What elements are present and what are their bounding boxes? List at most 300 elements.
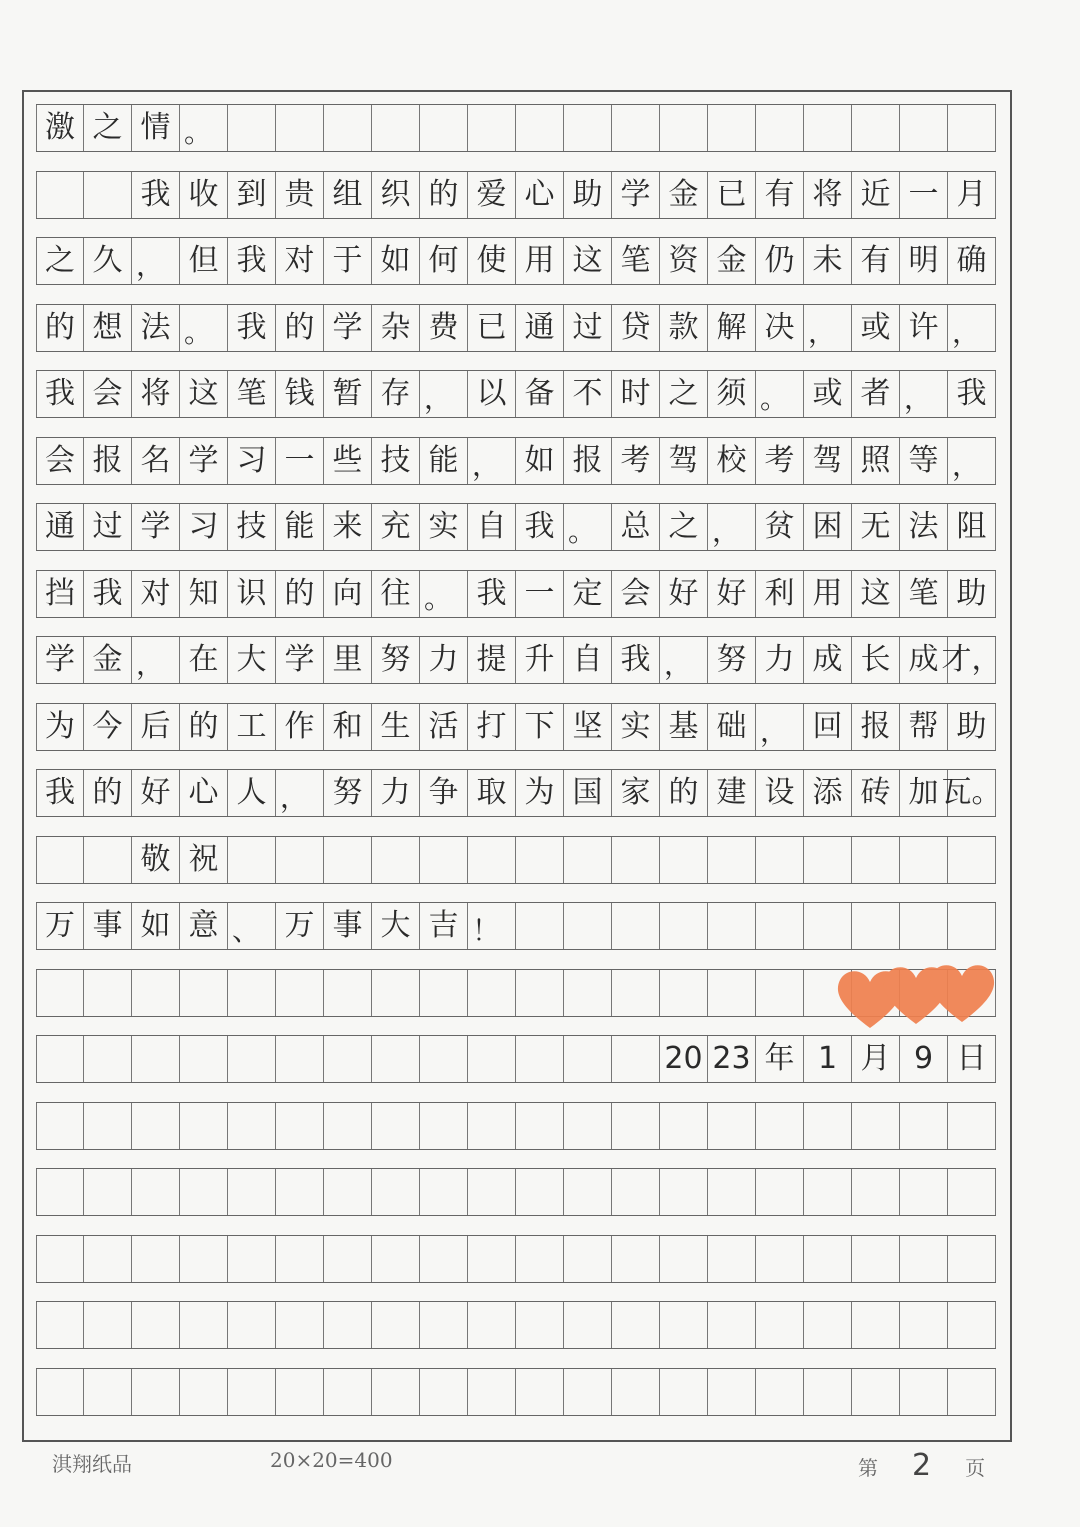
hearts-redaction-icon [830, 962, 1010, 1032]
grid-cell [276, 1169, 324, 1215]
grid-cell: 回 [804, 704, 852, 750]
grid-cell [180, 1369, 228, 1415]
grid-cell: 敬 [132, 837, 180, 883]
grid-cell: 长 [852, 637, 900, 683]
grid-cell [948, 903, 996, 949]
grid-cell: 许 [900, 305, 948, 351]
grid-row [36, 769, 1002, 817]
grid-cell: 对 [132, 571, 180, 617]
grid-cell: 学 [324, 305, 372, 351]
grid-cell [612, 1169, 660, 1215]
grid-cell: 暂 [324, 371, 372, 417]
grid-cell [372, 1369, 420, 1415]
grid-cell: 会 [36, 438, 84, 484]
grid-cell: 能 [420, 438, 468, 484]
grid-cell [756, 1369, 804, 1415]
grid-cell: 于 [324, 238, 372, 284]
grid-cell [420, 1169, 468, 1215]
grid-cell: 校 [708, 438, 756, 484]
grid-cell: 这 [180, 371, 228, 417]
grid-cell: 后 [132, 704, 180, 750]
grid-row [36, 636, 1002, 684]
grid-cell: 钱 [276, 371, 324, 417]
grid-cell: 贷 [612, 305, 660, 351]
grid-row [36, 104, 996, 152]
grid-cell [372, 1236, 420, 1282]
grid-cell: 定 [564, 571, 612, 617]
grid-cell [708, 1302, 756, 1348]
grid-cell: 大 [228, 637, 276, 683]
grid-cell [276, 1236, 324, 1282]
grid-cell [660, 1169, 708, 1215]
grid-cell: 瓦。 [948, 770, 996, 816]
grid-cell: 取 [468, 770, 516, 816]
grid-cell: 总 [612, 504, 660, 550]
grid-cell: 有 [852, 238, 900, 284]
grid-cell: 我 [516, 504, 564, 550]
grid-cell: 到 [228, 172, 276, 218]
grid-cell: 爱 [468, 172, 516, 218]
grid-cell: 9 [900, 1036, 948, 1082]
grid-cell [420, 1236, 468, 1282]
grid-cell: 之 [660, 371, 708, 417]
grid-cell [468, 837, 516, 883]
grid-cell: 法 [900, 504, 948, 550]
grid-cell: 1 [804, 1036, 852, 1082]
paper-brand: 淇翔纸品 [52, 1452, 132, 1476]
grid-cell [516, 1236, 564, 1282]
grid-cell: 设 [756, 770, 804, 816]
grid-cell: 事 [324, 903, 372, 949]
grid-cell: 。 [756, 371, 804, 417]
grid-cell [36, 1369, 84, 1415]
grid-cell: 久 [84, 238, 132, 284]
grid-cell [228, 1103, 276, 1149]
grid-cell: 助 [948, 704, 996, 750]
grid-cell: 生 [372, 704, 420, 750]
grid-cell [612, 837, 660, 883]
grid-cell: 何 [420, 238, 468, 284]
grid-cell [804, 837, 852, 883]
grid-cell: 明 [900, 238, 948, 284]
grid-cell [372, 837, 420, 883]
grid-cell [324, 970, 372, 1016]
grid-cell [276, 1369, 324, 1415]
grid-cell [660, 970, 708, 1016]
grid-cell: 建 [708, 770, 756, 816]
grid-cell [324, 1236, 372, 1282]
grid-cell [564, 1169, 612, 1215]
grid-cell: 但 [180, 238, 228, 284]
grid-cell [516, 903, 564, 949]
grid-cell: 自 [468, 504, 516, 550]
grid-cell [276, 1302, 324, 1348]
grid-cell: ！ [468, 903, 516, 949]
grid-cell: 仍 [756, 238, 804, 284]
grid-row [36, 1168, 996, 1216]
grid-row [36, 237, 996, 285]
grid-cell [708, 1369, 756, 1415]
grid-cell [84, 970, 132, 1016]
grid-cell: 激 [36, 105, 84, 151]
grid-cell: 人 [228, 770, 276, 816]
grid-cell: 我 [228, 238, 276, 284]
grid-cell: 笔 [228, 371, 276, 417]
grid-cell [36, 1103, 84, 1149]
grid-cell [84, 1236, 132, 1282]
grid-cell: 提 [468, 637, 516, 683]
grid-cell: ， [708, 504, 756, 550]
grid-cell: ， [948, 305, 996, 351]
grid-cell [612, 1236, 660, 1282]
grid-cell: 笔 [612, 238, 660, 284]
grid-cell [36, 1169, 84, 1215]
grid-cell [660, 903, 708, 949]
grid-cell: 技 [228, 504, 276, 550]
grid-row [36, 836, 996, 884]
grid-row [36, 1368, 996, 1416]
grid-cell [132, 1103, 180, 1149]
grid-cell: 一 [900, 172, 948, 218]
grid-cell [228, 105, 276, 151]
grid-cell: 来 [324, 504, 372, 550]
grid-cell [900, 105, 948, 151]
grid-cell: 努 [372, 637, 420, 683]
grid-cell [756, 970, 804, 1016]
grid-cell [372, 1036, 420, 1082]
grid-cell: 贵 [276, 172, 324, 218]
grid-cell: 些 [324, 438, 372, 484]
grid-cell [36, 1036, 84, 1082]
grid-cell: 意 [180, 903, 228, 949]
grid-cell [564, 1369, 612, 1415]
grid-cell [852, 1103, 900, 1149]
grid-cell: 者 [852, 371, 900, 417]
grid-cell [468, 1236, 516, 1282]
grid-cell [324, 1036, 372, 1082]
grid-cell: 的 [84, 770, 132, 816]
grid-cell: 如 [132, 903, 180, 949]
grid-cell: 好 [132, 770, 180, 816]
grid-cell: 。 [180, 305, 228, 351]
grid-cell: 通 [516, 305, 564, 351]
grid-cell: 成 [900, 637, 948, 683]
grid-count-label: 20×20=400 [270, 1448, 393, 1472]
grid-cell: 报 [84, 438, 132, 484]
grid-cell: 款 [660, 305, 708, 351]
grid-cell: ， [468, 438, 516, 484]
grid-cell: 好 [708, 571, 756, 617]
grid-cell: 报 [564, 438, 612, 484]
grid-cell: 这 [564, 238, 612, 284]
grid-cell: 我 [36, 371, 84, 417]
grid-cell [228, 1169, 276, 1215]
grid-cell [372, 105, 420, 151]
grid-cell [132, 1369, 180, 1415]
grid-cell [612, 1103, 660, 1149]
grid-cell: 须 [708, 371, 756, 417]
grid-cell [948, 1302, 996, 1348]
grid-cell [36, 970, 84, 1016]
grid-cell [612, 1036, 660, 1082]
grid-cell [516, 1369, 564, 1415]
grid-cell: 有 [756, 172, 804, 218]
grid-cell: 名 [132, 438, 180, 484]
grid-cell: 的 [660, 770, 708, 816]
grid-cell [468, 1302, 516, 1348]
grid-cell [564, 837, 612, 883]
grid-cell [324, 1103, 372, 1149]
grid-cell [660, 105, 708, 151]
grid-cell [804, 1369, 852, 1415]
grid-cell [756, 1169, 804, 1215]
grid-cell: 等 [900, 438, 948, 484]
grid-cell: ， [276, 770, 324, 816]
grid-cell [948, 105, 996, 151]
grid-cell: ， [756, 704, 804, 750]
grid-cell: 加 [900, 770, 948, 816]
grid-cell [900, 837, 948, 883]
grid-cell [420, 1036, 468, 1082]
grid-cell: 杂 [372, 305, 420, 351]
grid-cell [180, 1302, 228, 1348]
grid-cell [372, 1169, 420, 1215]
grid-cell: 习 [228, 438, 276, 484]
grid-cell: 这 [852, 571, 900, 617]
grid-cell: 考 [756, 438, 804, 484]
grid-cell [180, 1103, 228, 1149]
grid-cell: 下 [516, 704, 564, 750]
grid-cell: 用 [516, 238, 564, 284]
grid-cell: ， [948, 438, 996, 484]
grid-cell: 基 [660, 704, 708, 750]
grid-cell [900, 1103, 948, 1149]
grid-cell [900, 1302, 948, 1348]
grid-cell: 照 [852, 438, 900, 484]
grid-cell: 情 [132, 105, 180, 151]
grid-row [36, 703, 996, 751]
grid-cell: 自 [564, 637, 612, 683]
grid-cell [756, 837, 804, 883]
grid-cell: ， [900, 371, 948, 417]
grid-cell [324, 105, 372, 151]
grid-cell: 笔 [900, 571, 948, 617]
grid-cell [516, 1036, 564, 1082]
grid-cell [372, 1103, 420, 1149]
grid-row [36, 370, 996, 418]
grid-row [36, 902, 996, 950]
grid-cell: 活 [420, 704, 468, 750]
grid-cell [468, 1036, 516, 1082]
grid-cell [276, 837, 324, 883]
grid-cell: 我 [228, 305, 276, 351]
grid-cell [612, 105, 660, 151]
grid-cell: 学 [132, 504, 180, 550]
grid-cell [948, 1236, 996, 1282]
grid-cell: 或 [804, 371, 852, 417]
grid-cell [180, 1036, 228, 1082]
grid-cell: 的 [276, 305, 324, 351]
grid-cell: 已 [708, 172, 756, 218]
grid-cell [276, 970, 324, 1016]
grid-cell [276, 1036, 324, 1082]
grid-row [36, 1035, 996, 1083]
grid-cell: 为 [36, 704, 84, 750]
grid-cell [564, 1036, 612, 1082]
grid-cell [708, 1236, 756, 1282]
grid-cell: 的 [420, 172, 468, 218]
grid-cell: ， [420, 371, 468, 417]
grid-cell [900, 1236, 948, 1282]
grid-cell: 万 [276, 903, 324, 949]
grid-cell: 通 [36, 504, 84, 550]
grid-cell [660, 1103, 708, 1149]
page-suffix: 页 [965, 1456, 986, 1480]
grid-cell: 力 [756, 637, 804, 683]
grid-cell [84, 1036, 132, 1082]
grid-cell: 才， [948, 637, 996, 683]
grid-cell: 习 [180, 504, 228, 550]
grid-cell [948, 1103, 996, 1149]
grid-cell: 万 [36, 903, 84, 949]
grid-cell: 23 [708, 1036, 756, 1082]
grid-cell: 过 [84, 504, 132, 550]
grid-cell [84, 837, 132, 883]
grid-cell: 过 [564, 305, 612, 351]
grid-cell [756, 1103, 804, 1149]
grid-cell: 努 [708, 637, 756, 683]
grid-cell [516, 105, 564, 151]
grid-cell: 添 [804, 770, 852, 816]
grid-cell: 、 [228, 903, 276, 949]
grid-cell: 如 [372, 238, 420, 284]
grid-cell: 决 [756, 305, 804, 351]
grid-cell [660, 1369, 708, 1415]
grid-cell: 。 [564, 504, 612, 550]
grid-cell: 学 [276, 637, 324, 683]
grid-cell [852, 105, 900, 151]
grid-cell [180, 970, 228, 1016]
grid-cell: 之 [36, 238, 84, 284]
grid-cell: 学 [612, 172, 660, 218]
grid-cell: 想 [84, 305, 132, 351]
grid-cell [420, 1369, 468, 1415]
grid-cell: 解 [708, 305, 756, 351]
grid-cell [948, 1369, 996, 1415]
manuscript-grid [36, 104, 1002, 1427]
grid-cell: 时 [612, 371, 660, 417]
grid-cell [756, 105, 804, 151]
grid-cell [468, 1369, 516, 1415]
grid-row [36, 171, 996, 219]
grid-row [36, 304, 996, 352]
grid-cell: 未 [804, 238, 852, 284]
grid-cell [564, 105, 612, 151]
grid-cell [708, 837, 756, 883]
grid-cell [708, 1103, 756, 1149]
grid-cell [516, 1103, 564, 1149]
grid-cell: 以 [468, 371, 516, 417]
grid-cell [228, 1302, 276, 1348]
grid-cell: 组 [324, 172, 372, 218]
grid-cell: 。 [420, 571, 468, 617]
grid-cell [228, 1236, 276, 1282]
grid-cell: 法 [132, 305, 180, 351]
grid-cell: 我 [132, 172, 180, 218]
grid-cell [420, 837, 468, 883]
grid-cell: 在 [180, 637, 228, 683]
grid-cell: 我 [612, 637, 660, 683]
grid-cell: ， [132, 637, 180, 683]
grid-cell: 如 [516, 438, 564, 484]
grid-cell: 打 [468, 704, 516, 750]
grid-cell [612, 1302, 660, 1348]
grid-cell: 织 [372, 172, 420, 218]
grid-cell [756, 1236, 804, 1282]
grid-cell: 困 [804, 504, 852, 550]
grid-cell [324, 1369, 372, 1415]
grid-cell [612, 1369, 660, 1415]
grid-cell [564, 903, 612, 949]
grid-cell [900, 1169, 948, 1215]
grid-cell: 向 [324, 571, 372, 617]
grid-cell [468, 105, 516, 151]
grid-cell: 助 [948, 571, 996, 617]
grid-cell [276, 1103, 324, 1149]
grid-cell: 识 [228, 571, 276, 617]
grid-cell: 大 [372, 903, 420, 949]
grid-cell: 金 [708, 238, 756, 284]
grid-row [36, 1102, 996, 1150]
grid-cell: 心 [516, 172, 564, 218]
grid-cell [276, 105, 324, 151]
grid-cell [324, 1302, 372, 1348]
grid-cell [324, 837, 372, 883]
grid-cell [852, 1302, 900, 1348]
grid-cell: 近 [852, 172, 900, 218]
grid-cell [564, 1236, 612, 1282]
grid-cell: 成 [804, 637, 852, 683]
grid-cell: 20 [660, 1036, 708, 1082]
grid-cell [852, 903, 900, 949]
grid-cell: 。 [180, 105, 228, 151]
grid-cell: 利 [756, 571, 804, 617]
grid-cell [372, 1302, 420, 1348]
grid-cell: 学 [180, 438, 228, 484]
grid-row [36, 503, 996, 551]
grid-cell [84, 1302, 132, 1348]
grid-cell [36, 837, 84, 883]
grid-cell [708, 1169, 756, 1215]
grid-cell [852, 837, 900, 883]
grid-cell [132, 1036, 180, 1082]
grid-cell: 家 [612, 770, 660, 816]
grid-cell [900, 1369, 948, 1415]
grid-cell [660, 1302, 708, 1348]
grid-cell: 之 [84, 105, 132, 151]
grid-cell: ， [804, 305, 852, 351]
grid-cell [612, 903, 660, 949]
grid-cell: 升 [516, 637, 564, 683]
grid-cell [516, 837, 564, 883]
grid-cell: 不 [564, 371, 612, 417]
grid-cell [564, 970, 612, 1016]
grid-cell: 金 [84, 637, 132, 683]
grid-cell: 往 [372, 571, 420, 617]
grid-cell: 会 [612, 571, 660, 617]
grid-cell: 驾 [660, 438, 708, 484]
grid-cell: 国 [564, 770, 612, 816]
